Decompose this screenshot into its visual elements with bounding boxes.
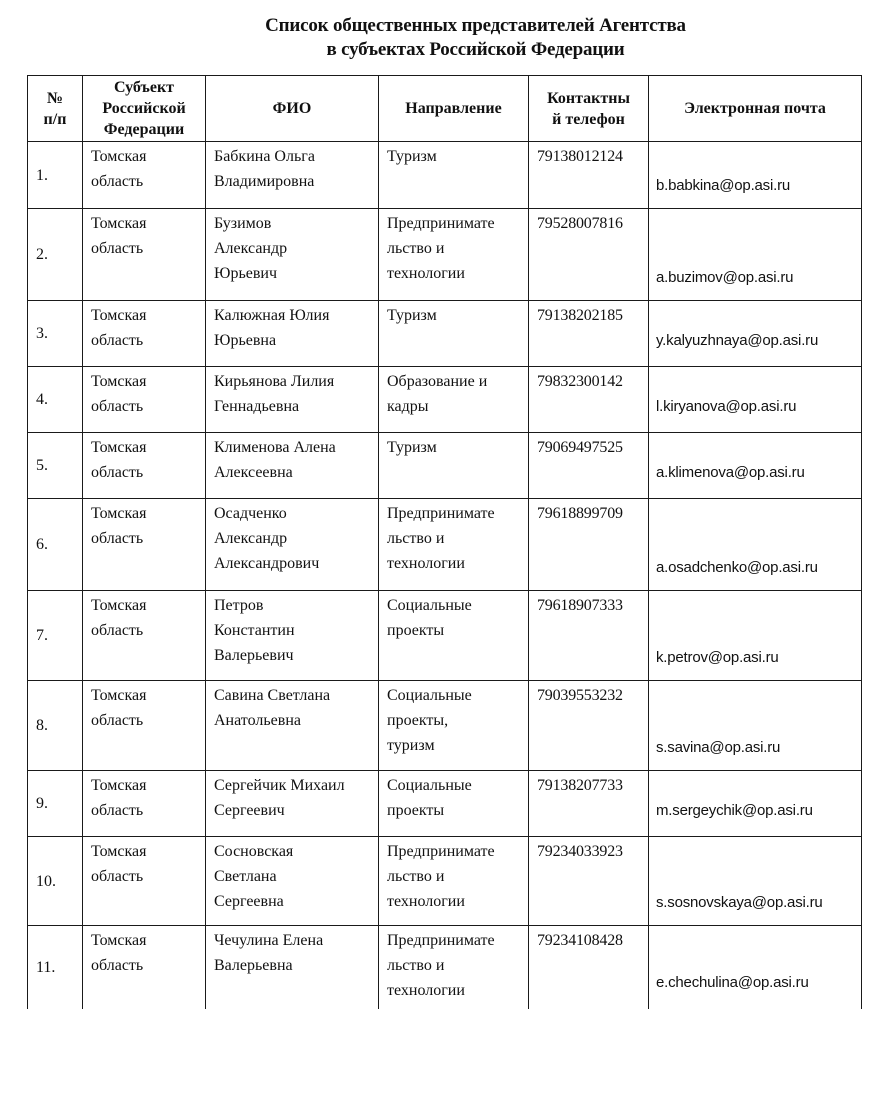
email-cell: b.babkina@op.asi.ru	[649, 142, 862, 209]
table-row	[28, 681, 862, 771]
email-cell: y.kalyuzhnaya@op.asi.ru	[649, 301, 862, 367]
table-row	[28, 301, 862, 367]
fio-cell: Бабкина Ольга Владимировна	[206, 142, 379, 209]
phone-cell: 79138012124	[529, 142, 649, 209]
header-fio: ФИО	[206, 76, 379, 142]
representatives-table	[27, 75, 862, 1009]
direction-cell: Туризм	[379, 142, 529, 209]
email-cell: a.buzimov@op.asi.ru	[649, 209, 862, 301]
header-num: № п/п	[28, 76, 83, 142]
row-number: 10.	[28, 837, 83, 926]
direction-cell: Туризм	[379, 433, 529, 499]
fio-cell: Клименова Алена Алексеевна	[206, 433, 379, 499]
row-number: 2.	[28, 209, 83, 301]
email-cell: a.klimenova@op.asi.ru	[649, 433, 862, 499]
row-number: 9.	[28, 771, 83, 837]
row-number: 6.	[28, 499, 83, 591]
subject-cell: Томская область	[83, 433, 206, 499]
header-phone: Контактны й телефон	[529, 76, 649, 142]
row-number: 1.	[28, 142, 83, 209]
row-number: 5.	[28, 433, 83, 499]
table-row	[28, 591, 862, 681]
direction-cell: Образование и кадры	[379, 367, 529, 433]
subject-cell: Томская область	[83, 499, 206, 591]
row-number: 4.	[28, 367, 83, 433]
direction-cell: Предпринимате льство и технологии	[379, 499, 529, 591]
title-line-1: Список общественных представителей Агентства	[265, 15, 686, 36]
phone-cell: 79039553232	[529, 681, 649, 771]
subject-cell: Томская область	[83, 209, 206, 301]
phone-cell: 79069497525	[529, 433, 649, 499]
row-number: 8.	[28, 681, 83, 771]
phone-cell: 79138202185	[529, 301, 649, 367]
table-row	[28, 499, 862, 591]
table-row	[28, 209, 862, 301]
direction-cell: Предпринимате льство и технологии	[379, 209, 529, 301]
table-row	[28, 142, 862, 209]
subject-cell: Томская область	[83, 591, 206, 681]
email-cell: l.kiryanova@op.asi.ru	[649, 367, 862, 433]
subject-cell: Томская область	[83, 771, 206, 837]
fio-cell: Осадченко Александр Александрович	[206, 499, 379, 591]
fio-cell: Бузимов Александр Юрьевич	[206, 209, 379, 301]
row-number: 11.	[28, 926, 83, 1009]
phone-cell: 79832300142	[529, 367, 649, 433]
row-number: 3.	[28, 301, 83, 367]
email-cell: m.sergeychik@op.asi.ru	[649, 771, 862, 837]
fio-cell: Савина Светлана Анатольевна	[206, 681, 379, 771]
fio-cell: Петров Константин Валерьевич	[206, 591, 379, 681]
subject-cell: Томская область	[83, 367, 206, 433]
phone-cell: 79138207733	[529, 771, 649, 837]
header-direction: Направление	[379, 76, 529, 142]
table-row	[28, 771, 862, 837]
table-row	[28, 926, 862, 1009]
fio-cell: Калюжная Юлия Юрьевна	[206, 301, 379, 367]
email-cell: s.savina@op.asi.ru	[649, 681, 862, 771]
direction-cell: Туризм	[379, 301, 529, 367]
phone-cell: 79528007816	[529, 209, 649, 301]
direction-cell: Социальные проекты	[379, 591, 529, 681]
row-number: 7.	[28, 591, 83, 681]
subject-cell: Томская область	[83, 926, 206, 1009]
header-email: Электронная почта	[649, 76, 862, 142]
direction-cell: Предпринимате льство и технологии	[379, 926, 529, 1009]
email-cell: e.chechulina@op.asi.ru	[649, 926, 862, 1009]
direction-cell: Социальные проекты, туризм	[379, 681, 529, 771]
subject-cell: Томская область	[83, 681, 206, 771]
phone-cell: 79618899709	[529, 499, 649, 591]
subject-cell: Томская область	[83, 142, 206, 209]
subject-cell: Томская область	[83, 837, 206, 926]
email-cell: s.sosnovskaya@op.asi.ru	[649, 837, 862, 926]
phone-cell: 79234033923	[529, 837, 649, 926]
document-title	[0, 14, 871, 62]
title-line-2: в субъектах Российской Федерации	[326, 39, 625, 60]
table-row	[28, 837, 862, 926]
phone-cell: 79618907333	[529, 591, 649, 681]
fio-cell: Чечулина Елена Валерьевна	[206, 926, 379, 1009]
header-subject: Субъект Российской Федерации	[83, 76, 206, 142]
direction-cell: Предпринимате льство и технологии	[379, 837, 529, 926]
email-cell: k.petrov@op.asi.ru	[649, 591, 862, 681]
email-cell: a.osadchenko@op.asi.ru	[649, 499, 862, 591]
fio-cell: Кирьянова Лилия Геннадьевна	[206, 367, 379, 433]
table-row	[28, 367, 862, 433]
phone-cell: 79234108428	[529, 926, 649, 1009]
fio-cell: Сергейчик Михаил Сергеевич	[206, 771, 379, 837]
header-row	[28, 76, 862, 142]
fio-cell: Сосновская Светлана Сергеевна	[206, 837, 379, 926]
table-row	[28, 433, 862, 499]
direction-cell: Социальные проекты	[379, 771, 529, 837]
subject-cell: Томская область	[83, 301, 206, 367]
